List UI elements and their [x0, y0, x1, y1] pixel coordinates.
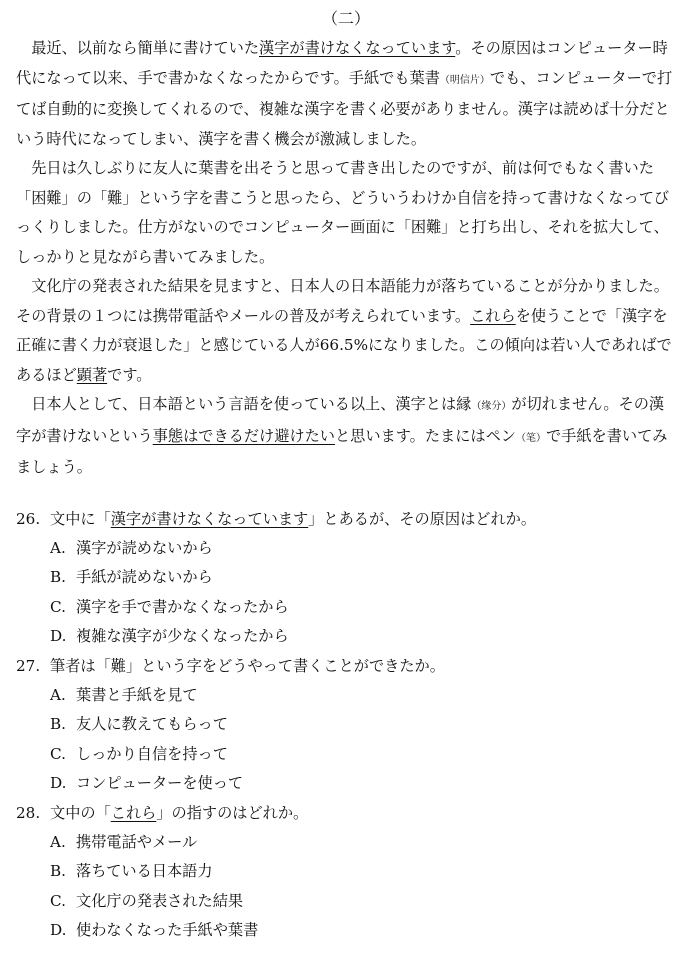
option-text: 複雑な漢字が少なくなったから [76, 627, 289, 646]
stem-text: 文中に「 [50, 509, 111, 528]
p1-text: 。その原因はコンピューター時代になって以来、手で書かなくなったからです。手紙でも葉書 [16, 39, 668, 87]
option-letter: C. [50, 744, 66, 763]
stem-text: 」の指すのはどれか。 [156, 803, 309, 822]
option-b[interactable] [16, 857, 676, 886]
p3-text: を使うことで「漢字を正確に書く力が衰退した」と感じている人が66.5%になりました。この傾向は若い人であればであるほど [16, 306, 672, 384]
stem-underlined: これら [110, 803, 157, 822]
option-letter: B. [50, 715, 66, 734]
option-c[interactable] [16, 740, 676, 769]
question-number: 28. [16, 803, 41, 822]
option-d[interactable] [16, 916, 676, 945]
question-27 [16, 652, 676, 799]
section-heading: （二） [321, 9, 370, 28]
reading-passage [16, 34, 676, 483]
option-letter: D. [50, 627, 67, 646]
underlined-phrase-jitai: 事態はできるだけ避けたい [152, 426, 335, 445]
option-letter: A. [50, 538, 66, 557]
paragraph-3 [16, 272, 676, 390]
question-26 [16, 505, 676, 652]
p3-text: 文化庁の発表された結果を見ますと、日本人の日本語能力が落ちていることが分かりました。その背景の１つには携帯電話やメールの普及が考えられています。 [16, 277, 669, 325]
paragraph-1 [16, 34, 676, 154]
p4-text: が切れません。その漢字が書けないという [16, 395, 665, 445]
option-text: 葉書と手紙を見て [76, 685, 198, 704]
option-letter: C. [50, 597, 66, 616]
option-text: 使わなくなった手紙や葉書 [76, 921, 259, 940]
question-number: 26. [16, 509, 41, 528]
option-text: 落ちている日本語力 [76, 862, 213, 881]
option-c[interactable] [16, 593, 676, 622]
option-text: 友人に教えてもらって [76, 715, 228, 734]
question-stem [16, 505, 676, 534]
question-stem [16, 652, 676, 681]
p4-text: で手紙を書いてみましょう。 [16, 426, 668, 476]
option-text: しっかり自信を持って [76, 744, 228, 763]
paragraph-4 [16, 390, 676, 483]
option-letter: B. [50, 862, 66, 881]
option-d[interactable] [16, 622, 676, 651]
question-number: 27. [16, 656, 41, 675]
option-letter: A. [50, 832, 66, 851]
question-stem [16, 799, 676, 828]
option-letter: C. [50, 891, 66, 910]
option-text: 携帯電話やメール [76, 832, 198, 851]
p3-text: です。 [107, 365, 152, 384]
question-list [16, 505, 676, 946]
p4-text: と思います。たまにはペン [334, 426, 516, 445]
stem-text: 」とあるが、その原因はどれか。 [308, 509, 536, 528]
option-a[interactable] [16, 828, 676, 857]
option-letter: B. [50, 568, 66, 587]
paragraph-2: 先日は久しぶりに友人に葉書を出そうと思って書き出したのですが、前は何でもなく書いた「困難」の「難」という字を書こうと思ったら、どういうわけか自信を持って書けなくなってびっくりしました。仕方がないのでコンピューター画面に「困難」と打ち出し、それを拡大して、しっかりと見ながら書いてみました。 [16, 159, 670, 266]
p1-text: でも、コンピューターで打てば自動的に変換してくれるので、複雑な漢字を書く必要がありません。漢字は読めば十分だという時代になってしまい、漢字を書く機会が激減しました。 [16, 68, 673, 148]
option-text: コンピューターを使って [76, 774, 244, 793]
option-b[interactable] [16, 563, 676, 592]
stem-underlined: 漢字が書けなくなっています [110, 509, 309, 528]
option-c[interactable] [16, 887, 676, 916]
option-text: 漢字が読めないから [76, 538, 213, 557]
p4-text: 日本人として、日本語という言語を使っている以上、漢字とは縁 [16, 395, 472, 413]
stem-text: 筆者は「難」という字をどうやって書くことができたか。 [50, 656, 445, 675]
option-letter: D. [50, 921, 67, 940]
option-a[interactable] [16, 534, 676, 563]
option-letter: A. [50, 685, 66, 704]
gloss-note: （笔） [515, 432, 546, 444]
option-letter: D. [50, 774, 67, 793]
option-a[interactable] [16, 681, 676, 710]
stem-text: 文中の「 [50, 803, 111, 822]
underlined-word-kencho: 顕著 [76, 365, 108, 384]
option-b[interactable] [16, 710, 676, 739]
option-text: 手紙が読めないから [76, 568, 213, 587]
question-28 [16, 799, 676, 946]
option-text: 文化庁の発表された結果 [76, 891, 244, 910]
option-text: 漢字を手で書かなくなったから [76, 597, 289, 616]
gloss-note: （明信片） [439, 74, 490, 86]
p1-text: 最近、以前なら簡単に書けていた [16, 39, 259, 57]
gloss-note: （缘分） [471, 401, 512, 412]
underlined-word-korera: これら [470, 306, 516, 325]
underlined-phrase-kanji: 漢字が書けなくなっています [259, 39, 456, 57]
option-d[interactable] [16, 769, 676, 798]
